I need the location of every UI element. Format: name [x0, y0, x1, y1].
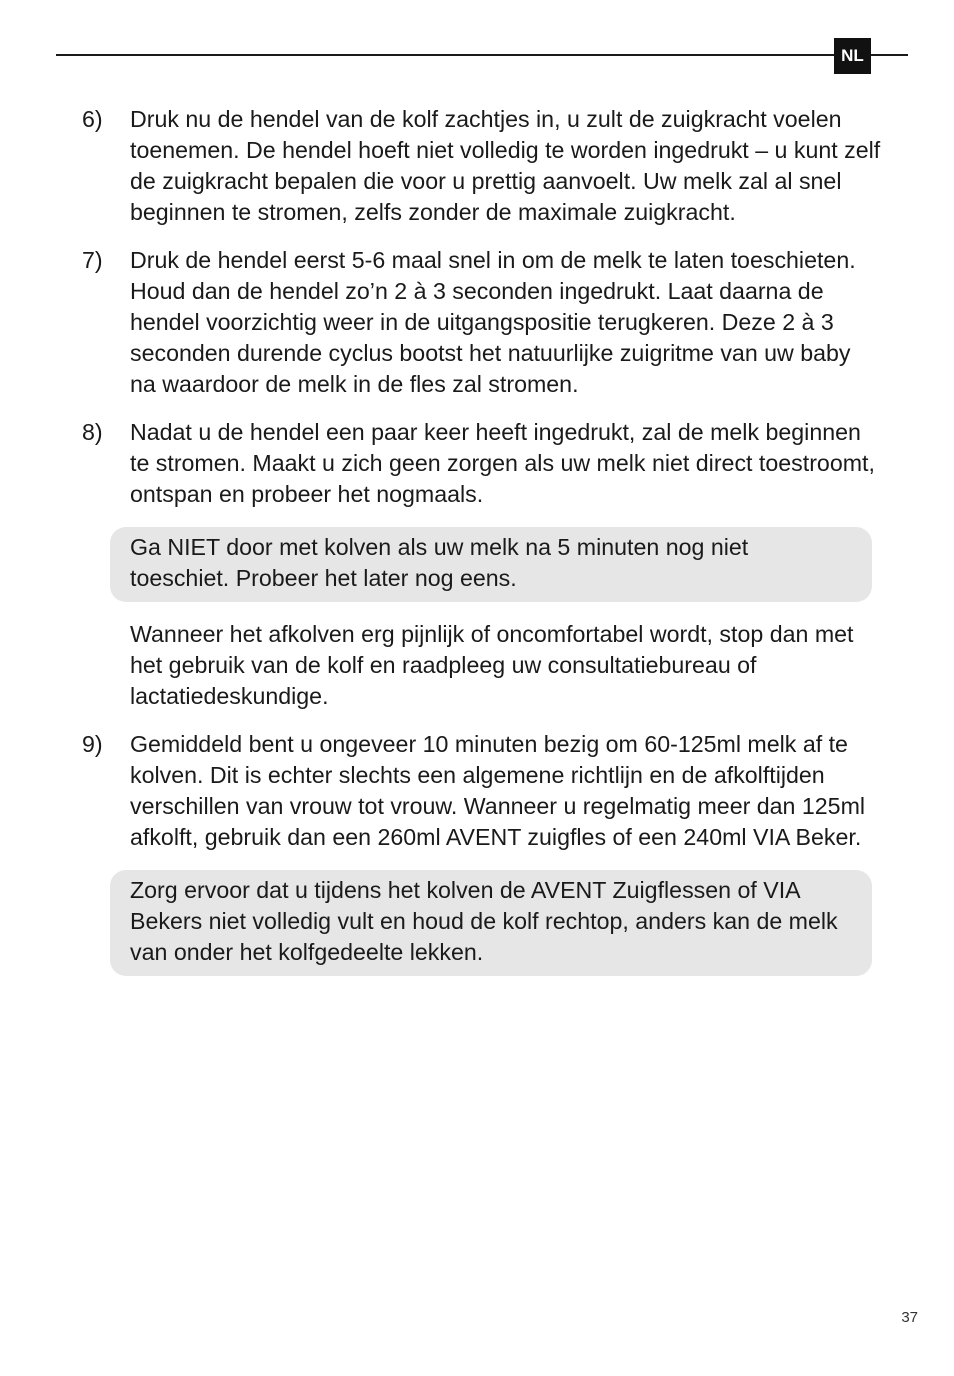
step-7 [0, 245, 882, 400]
step-6 [0, 104, 882, 228]
step-text: Druk de hendel eerst 5-6 maal snel in om de melk te laten toeschieten. Houd dan de hendel zo’n 2 à 3 seconden ingedrukt. Laat daarna de hendel voorzichtig weer in de uitgangspositie terugkeren. Deze 2 à 3 seconden durende cyclus bootst het natuurlijke zuigritme van uw baby na waardoor de melk in de fles zal stromen. [130, 247, 856, 397]
step-8 [0, 417, 882, 510]
warning-text: Ga NIET door met kolven als uw melk na 5 minuten nog niet toeschiet. Probeer het later nog eens. [130, 534, 749, 591]
pain-advice-paragraph [0, 619, 870, 712]
paragraph-text: Wanneer het afkolven erg pijnlijk of oncomfortabel wordt, stop dan met het gebruik van de kolf en raadpleeg uw consultatiebureau of lactatiedeskundige. [130, 621, 854, 709]
warning-box-overfill [110, 870, 872, 976]
step-text: Druk nu de hendel van de kolf zachtjes in, u zult de zuigkracht voelen toenemen. De hendel hoeft niet volledig te worden ingedrukt – u kunt zelf de zuigkracht bepalen die voor u prettig aanvoelt. Uw melk zal al snel beginnen te stromen, zelfs zonder de maximale zuigkracht. [130, 106, 881, 225]
warning-box-timeout [110, 527, 872, 602]
language-badge: NL [834, 38, 871, 74]
step-text: Nadat u de hendel een paar keer heeft ingedrukt, zal de melk beginnen te stromen. Maakt u zich geen zorgen als uw melk niet direct toestroomt, ontspan en probeer het nogmaals. [130, 419, 875, 507]
step-9 [0, 729, 882, 853]
step-number: 9) [82, 731, 103, 757]
step-number: 8) [82, 419, 103, 445]
instruction-content [0, 104, 954, 993]
warning-text: Zorg ervoor dat u tijdens het kolven de AVENT Zuigflessen of VIA Bekers niet volledig vult en houd de kolf rechtop, anders kan de melk van onder het kolfgedeelte lekken. [130, 877, 838, 965]
page-number: 37 [901, 1309, 918, 1326]
step-text: Gemiddeld bent u ongeveer 10 minuten bezig om 60-125ml melk af te kolven. Dit is echter slechts een algemene richtlijn en de afkolftijden verschillen van vrouw tot vrouw. Wanneer u regelmatig meer dan 125ml afkolft, gebruik dan een 260ml AVENT zuigfles of een 240ml VIA Beker. [130, 731, 866, 850]
step-number: 6) [82, 106, 103, 132]
header-rule [56, 54, 908, 56]
step-number: 7) [82, 247, 103, 273]
